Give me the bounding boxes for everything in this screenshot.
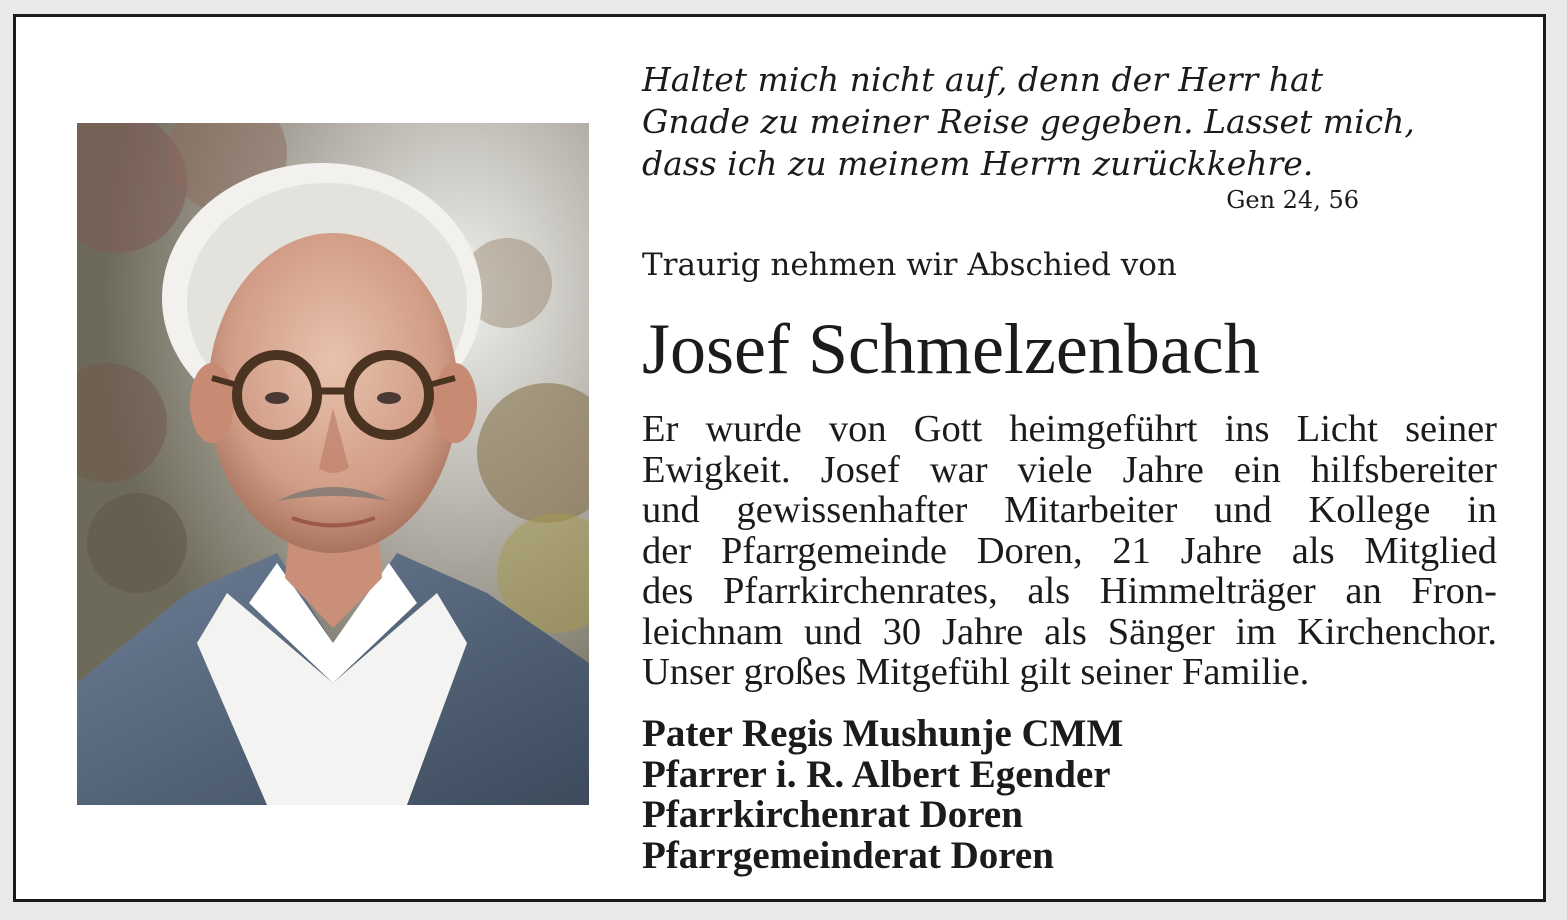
signature-line: Pfarrkirchenrat Doren xyxy=(642,793,1023,836)
signature-line: Pfarrer i. R. Albert Egender xyxy=(642,752,1111,796)
quote-line: Haltet mich nicht auf, denn der Herr hat xyxy=(642,60,1323,99)
portrait-illustration xyxy=(77,123,589,805)
bible-quote xyxy=(642,59,1415,185)
body-line: des Pfarrkirchenrates, als Himmelträger an Fron- xyxy=(642,570,1497,612)
body-line: Ewigkeit. Josef war viele Jahre ein hilfsbereiter xyxy=(642,448,1497,491)
quote-line: dass ich zu meinem Herrn zurückkehre. xyxy=(642,144,1314,183)
body-line: leichnam und 30 Jahre als Sänger im Kirchenchor. xyxy=(642,610,1497,653)
signatures xyxy=(642,714,1123,876)
signature-line: Pater Regis Mushunje CMM xyxy=(642,712,1124,755)
signature-line: Pfarrgemeinderat Doren xyxy=(642,833,1054,877)
body-line: der Pfarrgemeinde Doren, 21 Jahre als Mitglied xyxy=(642,529,1497,572)
obituary-body xyxy=(642,409,1497,693)
body-line: Unser großes Mitgefühl gilt seiner Familie. xyxy=(642,651,1310,693)
text-column xyxy=(642,17,1497,899)
portrait-photo xyxy=(77,123,589,805)
quote-line: Gnade zu meiner Reise gegeben. Lasset mich, xyxy=(642,102,1415,141)
quote-reference: Gen 24, 56 xyxy=(1226,186,1359,214)
deceased-name: Josef Schmelzenbach xyxy=(642,309,1260,389)
obituary-card xyxy=(13,14,1546,902)
intro-line: Traurig nehmen wir Abschied von xyxy=(642,247,1177,283)
body-line: und gewissenhafter Mitarbeiter und Kollege in xyxy=(642,489,1497,531)
body-line: Er wurde von Gott heimgeführt ins Licht seiner xyxy=(642,408,1497,450)
